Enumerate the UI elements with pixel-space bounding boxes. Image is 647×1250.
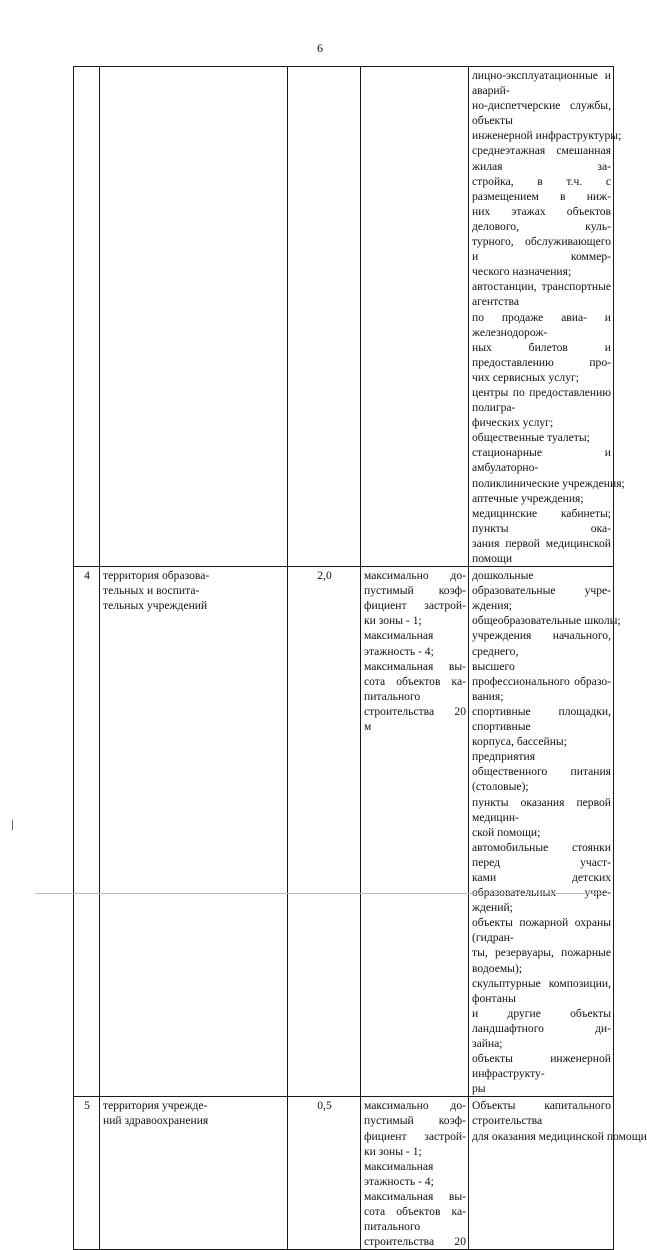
parameter-line: сота объектов ка- [364,1205,466,1219]
permitted-use-line: пункты оказания первой медицин- [472,795,611,824]
permitted-uses-cell [469,1097,647,1250]
zone-name-line: тельных учреждений [103,599,208,613]
permitted-use-line: общественные туалеты; [472,431,590,445]
zone-name-cell [100,1097,288,1250]
permitted-use-line: и другие объекты ландшафтного ди- [472,1006,611,1035]
parameter-line: строительства 20 [364,1235,466,1249]
table-row [74,1097,614,1250]
zones-table [73,66,647,1250]
permitted-use-line: спортивные площадки, спортивные [472,704,611,734]
permitted-use-line: ской помощи; [472,825,541,839]
permitted-use-line: но-диспетчерские службы, объекты [472,99,611,128]
permitted-use-line: скульптурные композиции, фонтаны [472,976,611,1005]
parameter-line: м [364,720,372,734]
parameter-line: ки зоны - 1; [364,1144,422,1158]
permitted-use-line: по продаже авиа- и железнодорож- [472,310,611,339]
margin-mark [12,820,13,830]
permitted-use-line: общеобразовательные школы; [472,614,621,628]
permitted-use-line: предприятия общественного питания [472,750,611,779]
parameter-line: питального [364,1220,421,1234]
parameter-line: фициент застрой- [364,599,466,613]
permitted-use-line: лицно-эксплуатационные и аварий- [472,69,611,98]
permitted-use-line: чих сервисных услуг; [472,370,579,384]
permitted-use-line: высшего профессионального образо- [472,659,611,688]
permitted-use-line: объекты инженерной инфраструкту- [472,1052,611,1081]
permitted-use-line: автостанции, транспортные агентства [472,280,611,309]
permitted-use-line: поликлинические учреждения; [472,476,625,490]
coefficient-cell: 2,0 [288,567,361,1097]
coefficient-cell [288,67,361,567]
permitted-use-line: (столовые); [472,780,529,794]
coefficient-cell: 0,5 [288,1097,361,1250]
table-row [74,67,614,567]
parameter-line: фициент застрой- [364,1129,466,1143]
permitted-use-line: турного, обслуживающего и коммер- [472,235,611,264]
permitted-use-line: медицинские кабинеты; пункты ока- [472,506,611,535]
zone-name-line: территория образова- [103,569,210,583]
permitted-use-line: ты, резервуары, пожарные водоемы); [472,946,611,975]
permitted-use-line: учреждения начального, среднего, [472,629,611,658]
parameter-line: максимально до- [364,1099,466,1113]
permitted-use-line: ждения; [472,599,513,613]
zone-name-line: территория учрежде- [103,1099,208,1113]
permitted-use-line: стройка, в т.ч. с размещением в ниж- [472,174,611,203]
row-number-cell: 5 [74,1097,100,1250]
permitted-use-line: инженерной инфраструктуры; [472,129,622,143]
parameter-line: этажность - 4; [364,1174,434,1188]
row-number-cell: 4 [74,567,100,1097]
permitted-use-line: них этажах объектов делового, куль- [472,204,611,233]
zone-name-cell [100,567,288,1097]
permitted-use-line: стационарные и амбулаторно- [472,446,611,475]
permitted-use-line: аптечные учреждения; [472,491,584,505]
parameter-line: максимальная [364,1159,434,1173]
table-row [74,567,614,1097]
permitted-use-line: объекты пожарной охраны (гидран- [472,916,611,945]
parameters-cell [361,67,469,567]
permitted-use-line: центры по предоставлению полигра- [472,385,611,415]
permitted-use-line: ками детских образовательных учре- [472,870,611,900]
permitted-use-line: Объекты капитального строительства [472,1099,611,1128]
parameter-line: питального [364,689,421,703]
permitted-use-line: ных билетов и предоставлению про- [472,340,611,369]
parameter-line: сота объектов ка- [364,674,466,688]
permitted-use-line: дошкольные образовательные учре- [472,569,611,598]
permitted-use-line: корпуса, бассейны; [472,735,567,749]
parameter-line: ки зоны - 1; [364,614,422,628]
permitted-uses-cell [469,67,625,567]
permitted-use-line: среднеэтажная смешанная жилая за- [472,144,611,173]
permitted-use-line: вания; [472,689,504,703]
zone-name-line: тельных и воспита- [103,584,200,598]
parameter-line: максимальная вы- [364,659,466,673]
parameters-cell [361,1097,469,1250]
permitted-use-line: ждений; [472,901,513,915]
parameter-line: строительства 20 [364,704,466,718]
parameter-line: пустимый коэф- [364,1114,466,1128]
permitted-uses-cell [469,567,621,1097]
row-number-cell [74,67,100,567]
permitted-use-line: для оказания медицинской помощи [472,1129,647,1143]
permitted-use-line: фических услуг; [472,416,554,430]
zone-name-cell [100,67,288,567]
page-bottom-rule [35,893,605,894]
permitted-use-line: зания первой медицинской помощи [472,536,611,565]
permitted-use-line: зайна; [472,1037,503,1050]
parameter-line: максимальная вы- [364,1189,466,1203]
parameter-line: этажность - 4; [364,644,434,658]
zone-name-line: ний здравоохранения [103,1114,209,1128]
zones-table-body [74,67,647,1250]
permitted-use-line: автомобильные стоянки перед участ- [472,840,611,869]
parameter-line: максимальная [364,629,434,643]
parameter-line: пустимый коэф- [364,584,466,598]
parameters-cell [361,567,469,1097]
page-number: 6 [317,41,323,55]
parameter-line: максимально до- [364,569,466,583]
permitted-use-line: ческого назначения; [472,265,572,279]
permitted-use-line: ры [472,1082,486,1096]
